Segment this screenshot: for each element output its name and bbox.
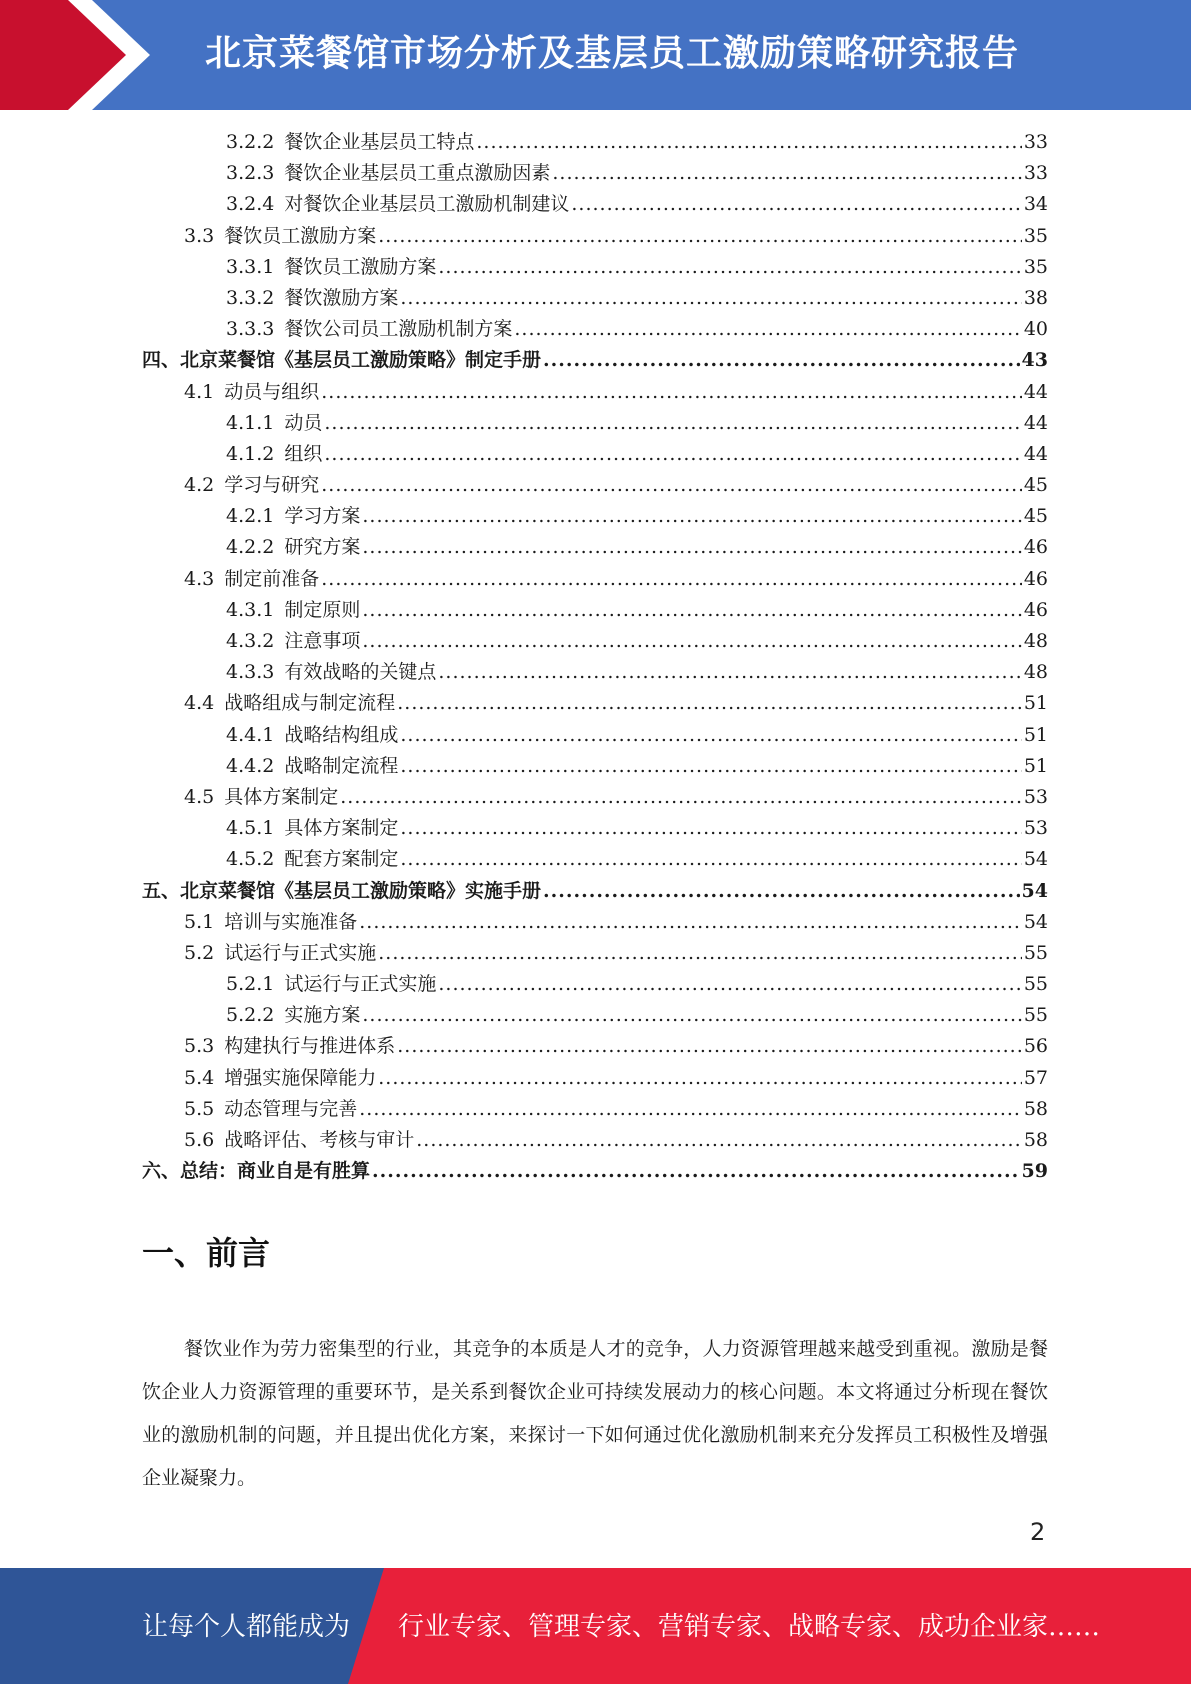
toc-entry-label: 对餐饮企业基层员工激励机制建议 bbox=[284, 193, 570, 216]
toc-entry[interactable] bbox=[142, 189, 1048, 220]
toc-entry[interactable] bbox=[142, 1063, 1048, 1094]
toc-entry[interactable] bbox=[142, 470, 1048, 501]
toc-entry-label: 餐饮企业基层员工特点 bbox=[284, 131, 475, 153]
toc-leader-dots bbox=[321, 564, 1022, 595]
toc-entry-page: 55 bbox=[1023, 973, 1048, 996]
toc-entry-page: 51 bbox=[1023, 754, 1048, 777]
toc-entry[interactable] bbox=[142, 1000, 1048, 1031]
toc-entry-number: 4.4.2 bbox=[226, 754, 275, 777]
toc-entry-page: 54 bbox=[1023, 848, 1048, 871]
toc-entry-label: 组织 bbox=[284, 442, 323, 465]
toc-entry-page: 34 bbox=[1023, 193, 1048, 216]
toc-entry[interactable] bbox=[142, 876, 1048, 907]
toc-entry[interactable] bbox=[142, 1156, 1048, 1187]
table-of-contents bbox=[142, 127, 1048, 1187]
toc-leader-dots bbox=[514, 314, 1021, 345]
toc-entry-number: 5.6 bbox=[184, 1129, 215, 1151]
toc-leader-dots bbox=[362, 1000, 1021, 1031]
toc-entry-number: 3.3.1 bbox=[226, 255, 275, 278]
toc-entry[interactable] bbox=[142, 813, 1048, 844]
toc-leader-dots bbox=[359, 1094, 1022, 1125]
toc-entry-page: 51 bbox=[1023, 692, 1048, 715]
toc-leader-dots bbox=[362, 595, 1021, 626]
toc-entry[interactable] bbox=[142, 907, 1048, 938]
toc-entry[interactable] bbox=[142, 782, 1048, 813]
toc-entry-page: 56 bbox=[1023, 1035, 1048, 1058]
toc-entry-page: 51 bbox=[1023, 723, 1048, 746]
toc-entry-page: 54 bbox=[1023, 910, 1048, 933]
toc-entry-page: 48 bbox=[1023, 661, 1048, 684]
toc-entry-page: 45 bbox=[1023, 505, 1048, 528]
toc-entry-page: 55 bbox=[1023, 941, 1048, 964]
toc-entry[interactable] bbox=[142, 252, 1048, 283]
toc-entry-label: 增强实施保障能力 bbox=[224, 1066, 377, 1089]
toc-entry-number: 4.2.2 bbox=[226, 536, 275, 559]
toc-entry[interactable] bbox=[142, 938, 1048, 969]
toc-entry-page: 54 bbox=[1021, 879, 1048, 902]
toc-entry[interactable] bbox=[142, 1125, 1048, 1156]
toc-entry-page: 46 bbox=[1023, 567, 1048, 590]
toc-entry-page: 35 bbox=[1023, 255, 1048, 278]
toc-leader-dots bbox=[400, 720, 1021, 751]
toc-entry-page: 58 bbox=[1023, 1129, 1048, 1151]
toc-entry[interactable] bbox=[142, 408, 1048, 439]
toc-leader-dots bbox=[378, 938, 1022, 969]
toc-entry-number: 4.5.2 bbox=[226, 848, 275, 871]
toc-entry-number: 4.1 bbox=[184, 380, 215, 403]
toc-entry-label: 动员与组织 bbox=[224, 380, 320, 403]
toc-entry-label: 餐饮员工激励方案 bbox=[224, 224, 377, 247]
toc-entry-label: 配套方案制定 bbox=[284, 848, 399, 871]
toc-entry-number: 4.3.1 bbox=[226, 598, 275, 621]
toc-entry-number: 5.2.1 bbox=[226, 973, 275, 996]
toc-leader-dots bbox=[571, 189, 1021, 220]
toc-leader-dots bbox=[397, 1031, 1022, 1062]
toc-entry[interactable] bbox=[142, 501, 1048, 532]
toc-leader-dots bbox=[476, 127, 1021, 158]
toc-entry-number: 4.5 bbox=[184, 785, 215, 808]
toc-entry[interactable] bbox=[142, 720, 1048, 751]
toc-entry-label: 战略组成与制定流程 bbox=[224, 692, 396, 715]
toc-entry-page: 57 bbox=[1023, 1066, 1048, 1089]
toc-entry-page: 59 bbox=[1021, 1160, 1048, 1183]
toc-entry-label: 动员 bbox=[284, 411, 323, 434]
toc-entry-page: 43 bbox=[1021, 349, 1048, 372]
red-chevron-icon bbox=[0, 0, 160, 110]
toc-leader-dots bbox=[362, 501, 1021, 532]
toc-leader-dots bbox=[324, 439, 1021, 470]
toc-entry-page: 46 bbox=[1023, 598, 1048, 621]
toc-entry-page: 33 bbox=[1023, 162, 1048, 185]
toc-entry-label: 战略结构组成 bbox=[284, 723, 399, 746]
toc-entry[interactable] bbox=[142, 314, 1048, 345]
footer-banner bbox=[0, 1568, 1191, 1684]
toc-entry-number: 5.2 bbox=[184, 941, 215, 964]
toc-entry-label: 四、北京菜餐馆《基层员工激励策略》制定手册 bbox=[142, 349, 542, 372]
toc-entry-page: 48 bbox=[1023, 630, 1048, 652]
toc-entry-number: 5.2.2 bbox=[226, 1004, 275, 1027]
toc-entry[interactable] bbox=[142, 564, 1048, 595]
toc-entry-label: 餐饮员工激励方案 bbox=[284, 255, 437, 278]
page-number: 2 bbox=[1030, 1518, 1046, 1546]
toc-entry-label: 实施方案 bbox=[284, 1004, 361, 1027]
toc-entry-page: 44 bbox=[1023, 380, 1048, 403]
toc-entry-number: 4.3 bbox=[184, 567, 215, 590]
toc-entry-label: 餐饮公司员工激励机制方案 bbox=[284, 318, 513, 341]
toc-entry[interactable] bbox=[142, 1094, 1048, 1125]
toc-entry-label: 制定原则 bbox=[284, 598, 361, 621]
toc-entry-label: 试运行与正式实施 bbox=[224, 941, 377, 964]
toc-entry-number: 4.1.2 bbox=[226, 442, 275, 465]
toc-entry[interactable] bbox=[142, 657, 1048, 688]
toc-leader-dots bbox=[321, 377, 1022, 408]
toc-entry-label: 五、北京菜餐馆《基层员工激励策略》实施手册 bbox=[142, 879, 542, 902]
toc-entry-number: 5.4 bbox=[184, 1066, 215, 1089]
toc-entry-label: 制定前准备 bbox=[224, 567, 320, 590]
toc-entry-number: 5.5 bbox=[184, 1097, 215, 1120]
toc-entry-label: 战略评估、考核与审计 bbox=[224, 1129, 415, 1151]
toc-entry-label: 有效战略的关键点 bbox=[284, 661, 437, 684]
toc-entry-page: 38 bbox=[1023, 286, 1048, 309]
toc-leader-dots bbox=[372, 1156, 1020, 1187]
toc-entry[interactable] bbox=[142, 1031, 1048, 1062]
toc-entry-page: 44 bbox=[1023, 411, 1048, 434]
toc-entry[interactable] bbox=[142, 532, 1048, 563]
toc-entry-label: 具体方案制定 bbox=[284, 817, 399, 840]
footer-slogan-left: 让每个人都能成为 bbox=[142, 1612, 351, 1642]
toc-entry[interactable] bbox=[142, 751, 1048, 782]
toc-entry-page: 33 bbox=[1023, 131, 1048, 153]
toc-entry-number: 5.3 bbox=[184, 1035, 215, 1058]
toc-entry-number: 4.5.1 bbox=[226, 817, 275, 840]
toc-entry-page: 35 bbox=[1023, 224, 1048, 247]
toc-leader-dots bbox=[321, 470, 1022, 501]
toc-entry-number: 4.4.1 bbox=[226, 723, 275, 746]
toc-entry-number: 5.1 bbox=[184, 910, 215, 933]
toc-entry[interactable] bbox=[142, 345, 1048, 376]
toc-entry-number: 3.3.3 bbox=[226, 318, 275, 341]
toc-leader-dots bbox=[400, 844, 1021, 875]
toc-entry[interactable] bbox=[142, 127, 1048, 158]
toc-entry[interactable] bbox=[142, 283, 1048, 314]
toc-entry[interactable] bbox=[142, 969, 1048, 1000]
toc-entry-number: 3.2.2 bbox=[226, 131, 275, 153]
toc-leader-dots bbox=[438, 969, 1021, 1000]
toc-leader-dots bbox=[400, 813, 1021, 844]
toc-leader-dots bbox=[397, 688, 1022, 719]
toc-leader-dots bbox=[378, 1063, 1022, 1094]
toc-entry-number: 4.2.1 bbox=[226, 505, 275, 528]
toc-entry-label: 构建执行与推进体系 bbox=[224, 1035, 396, 1058]
toc-entry-page: 53 bbox=[1023, 817, 1048, 840]
report-title: 北京菜餐馆市场分析及基层员工激励策略研究报告 bbox=[205, 33, 1020, 74]
toc-leader-dots bbox=[324, 408, 1021, 439]
toc-entry-number: 4.1.1 bbox=[226, 411, 275, 434]
toc-entry-label: 培训与实施准备 bbox=[224, 910, 358, 933]
toc-leader-dots bbox=[362, 626, 1021, 657]
toc-entry[interactable] bbox=[142, 377, 1048, 408]
toc-entry-page: 55 bbox=[1023, 1004, 1048, 1027]
toc-entry-label: 具体方案制定 bbox=[224, 785, 339, 808]
toc-entry-label: 研究方案 bbox=[284, 536, 361, 559]
toc-leader-dots bbox=[340, 782, 1022, 813]
toc-entry[interactable] bbox=[142, 158, 1048, 189]
toc-entry-label: 餐饮企业基层员工重点激励因素 bbox=[284, 162, 551, 185]
toc-leader-dots bbox=[438, 252, 1021, 283]
toc-entry-number: 4.3.3 bbox=[226, 661, 275, 684]
toc-leader-dots bbox=[416, 1125, 1022, 1156]
toc-entry-page: 58 bbox=[1023, 1097, 1048, 1120]
toc-entry-page: 44 bbox=[1023, 442, 1048, 465]
toc-entry-page: 45 bbox=[1023, 474, 1048, 497]
toc-entry[interactable] bbox=[142, 595, 1048, 626]
toc-entry-number: 3.2.3 bbox=[226, 162, 275, 185]
toc-entry-label: 六、总结：商业自是有胜算 bbox=[142, 1160, 371, 1183]
toc-entry-page: 40 bbox=[1023, 318, 1048, 341]
toc-leader-dots bbox=[378, 221, 1022, 252]
toc-leader-dots bbox=[400, 283, 1021, 314]
toc-entry-number: 3.3 bbox=[184, 224, 215, 247]
toc-leader-dots bbox=[552, 158, 1021, 189]
toc-entry-page: 46 bbox=[1023, 536, 1048, 559]
toc-entry-label: 动态管理与完善 bbox=[224, 1097, 358, 1120]
toc-entry-label: 餐饮激励方案 bbox=[284, 286, 399, 309]
toc-entry-label: 试运行与正式实施 bbox=[284, 973, 437, 996]
toc-entry-number: 4.3.2 bbox=[226, 630, 275, 652]
toc-leader-dots bbox=[438, 657, 1021, 688]
toc-leader-dots bbox=[400, 751, 1021, 782]
toc-entry[interactable] bbox=[142, 439, 1048, 470]
toc-entry-label: 学习与研究 bbox=[224, 474, 320, 497]
header-banner bbox=[0, 0, 1191, 110]
toc-entry[interactable] bbox=[142, 221, 1048, 252]
toc-leader-dots bbox=[362, 532, 1021, 563]
toc-entry-number: 3.3.2 bbox=[226, 286, 275, 309]
toc-entry-label: 学习方案 bbox=[284, 505, 361, 528]
section-heading: 一、前言 bbox=[142, 1234, 271, 1272]
toc-entry-number: 3.2.4 bbox=[226, 193, 275, 216]
toc-entry-page: 53 bbox=[1023, 785, 1048, 808]
toc-entry-number: 4.2 bbox=[184, 474, 215, 497]
toc-entry[interactable] bbox=[142, 844, 1048, 875]
toc-entry-number: 4.4 bbox=[184, 692, 215, 715]
toc-leader-dots bbox=[543, 876, 1020, 907]
toc-leader-dots bbox=[359, 907, 1022, 938]
body-paragraph: 餐饮业作为劳力密集型的行业，其竞争的本质是人才的竞争，人力资源管理越来越受到重视。激励是餐饮企业人力资源管理的重要环节，是关系到餐饮企业可持续发展动力的核心问题。本文将通过分析现在餐饮业的激励机制的问题，并且提出优化方案，来探讨一下如何通过优化激励机制来充分发挥员工积极性及增强企业凝聚力。 bbox=[142, 1338, 1048, 1489]
toc-leader-dots bbox=[543, 345, 1020, 376]
toc-entry-label: 战略制定流程 bbox=[284, 754, 399, 777]
toc-entry-label: 注意事项 bbox=[284, 630, 361, 652]
toc-entry[interactable] bbox=[142, 626, 1048, 657]
footer-slogan-right: 行业专家、管理专家、营销专家、战略专家、成功企业家…… bbox=[398, 1612, 1101, 1642]
toc-entry[interactable] bbox=[142, 688, 1048, 719]
